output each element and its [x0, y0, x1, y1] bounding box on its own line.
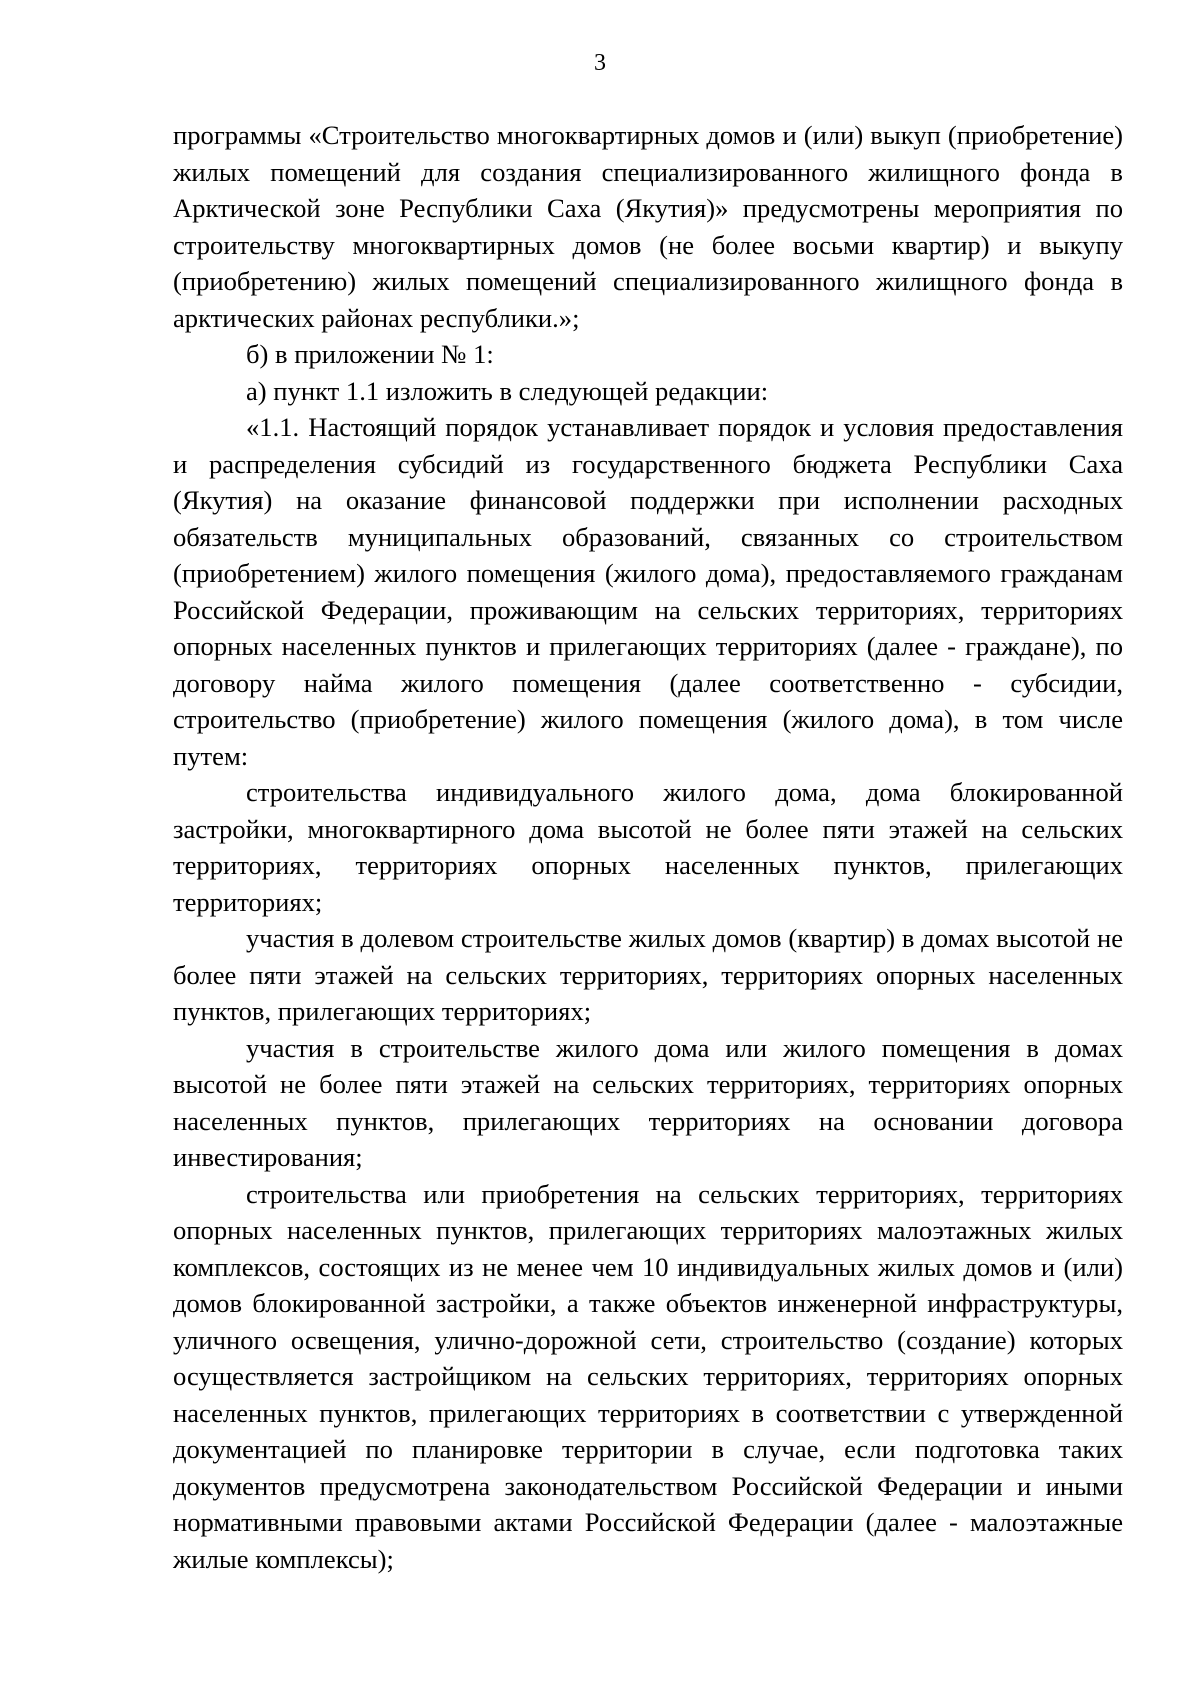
paragraph-appendix-1: б) в приложении № 1: — [246, 339, 494, 369]
paragraph-clause-1-1-intro: а) пункт 1.1 изложить в следующей редакции: — [246, 375, 769, 406]
paragraph-clause-1-1: «1.1. Настоящий порядок устанавливает порядок и условия предоставления и распределения субсидий из государственного бюджета Республики Саха (Якутия) на оказание финансовой поддержки при исполнении расходных обязательств муниципальных образований, связанных со строительством (приобретением) жилого помещения (жилого дома), предоставляемого гражданам Российской Федерации, проживающим на сельских территориях, территориях опорных населенных пунктов и прилегающих территориях (далее - граждане), по договору найма жилого помещения (далее соответственно - субсидии, строительство (приобретение) жилого помещения (жилого дома), в том числе путем: — [173, 412, 1123, 771]
paragraph-individual-house: строительства индивидуального жилого дома, дома блокированной застройки, многоквартирного дома высотой не более пяти этажей на сельских территориях, территориях опорных населенных пунктов, прилегающих территориях; — [173, 777, 1123, 917]
page-number: 3 — [594, 50, 606, 76]
paragraph-investment-contract: участия в строительстве жилого дома или жилого помещения в домах высотой не более пяти этажей на сельских территориях, территориях опорных населенных пунктов, прилегающих территориях на основании договора инвестирования; — [173, 1032, 1123, 1172]
paragraph-shared-construction: участия в долевом строительстве жилых домов (квартир) в домах высотой не более пяти этажей на сельских территориях, территориях опорных населенных пунктов, прилегающих территориях; — [173, 923, 1123, 1026]
document-body — [173, 117, 1123, 1577]
paragraph-low-rise-complexes: строительства или приобретения на сельских территориях, территориях опорных населенных пунктов, прилегающих территориях малоэтажных жилых комплексов, состоящих из не менее чем 10 индивидуальных жилых домов и (или) домов блокированной застройки, а также объектов инженерной инфраструктуры, уличного освещения, улично-дорожной сети, строительство (создание) которых осуществляется застройщиком на сельских территориях, территориях опорных населенных пунктов, прилегающих территориях в соответствии с утвержденной документацией по планировке территории в случае, если подготовка таких документов предусмотрена законодательством Российской Федерации и иными нормативными правовыми актами Российской Федерации (далее - малоэтажные жилые комплексы); — [173, 1178, 1123, 1574]
paragraph-program-continuation: программы «Строительство многоквартирных домов и (или) выкуп (приобретение) жилых помещений для создания специализированного жилищного фонда в Арктической зоне Республики Саха (Якутия)» предусмотрены мероприятия по строительству многоквартирных домов (не более восьми квартир) и выкупу (приобретению) жилых помещений специализированного жилищного фонда в арктических районах республики.»; — [173, 120, 1123, 333]
